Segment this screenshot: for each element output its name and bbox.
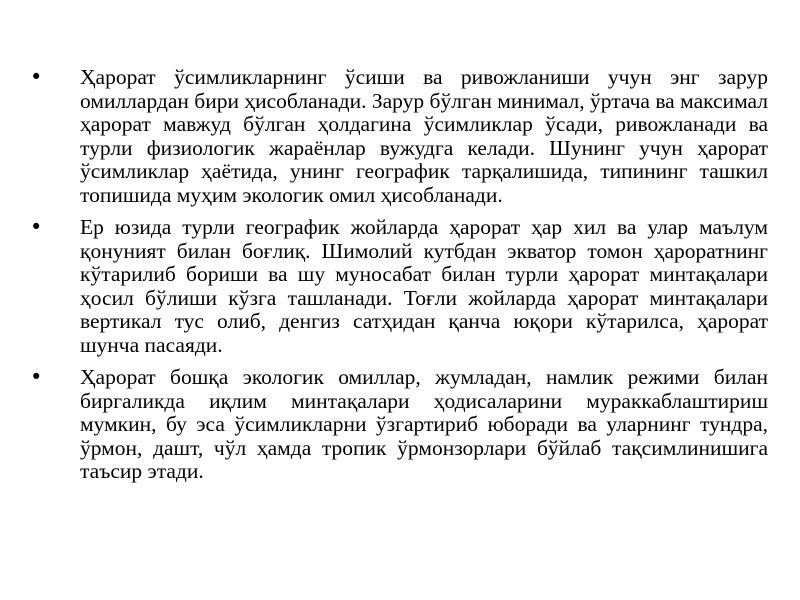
bullet-text: Ер юзида турли географик жойларда ҳарорат ҳар хил ва улар маълум қонуният билан боғлиқ. Шимолий кутбдан экватор томон ҳароратнинг кўтарилиб бориши ва шу муносабат билан турли ҳарорат минтақалари ҳосил бўлиши кўзга ташланади. Тоғли жойларда ҳарорат минтақалари вертикал тус олиб, денгиз сатҳидан қанча юқори кўтарилса, ҳарорат шунча пасаяди. xyxy=(80,215,768,357)
bullet-item xyxy=(30,216,768,357)
bullet-item xyxy=(30,66,768,207)
bullet-text: Ҳарорат ўсимликларнинг ўсиши ва ривожланиши учун энг зарур омиллардан бири ҳисобланади. Зарур бўлган минимал, ўртача ва максимал ҳарорат мавжуд бўлган ҳолдагина ўсимликлар ўсади, ривожланади ва турли физиологик жараёнлар вужудга келади. Шунинг учун ҳарорат ўсимликлар ҳаётида, унинг географик тарқалишида, типининг ташкил топишида муҳим экологик омил ҳисобланади. xyxy=(80,65,768,207)
bullet-marker: • xyxy=(30,65,43,89)
bullet-marker: • xyxy=(30,215,43,239)
bullet-marker: • xyxy=(30,365,43,389)
bullet-text: Ҳарорат бошқа экологик омиллар, жумладан, намлик режими билан биргаликда иқлим минтақалари ҳодисаларини мураккаблаштириш мумкин, бу эса ўсимликларни ўзгартириб юборади ва уларнинг тундра, ўрмон, дашт, чўл ҳамда тропик ўрмонзорлари бўйлаб тақсимлинишига таъсир этади. xyxy=(80,365,768,483)
bullet-list xyxy=(30,66,768,493)
bullet-item xyxy=(30,366,768,484)
